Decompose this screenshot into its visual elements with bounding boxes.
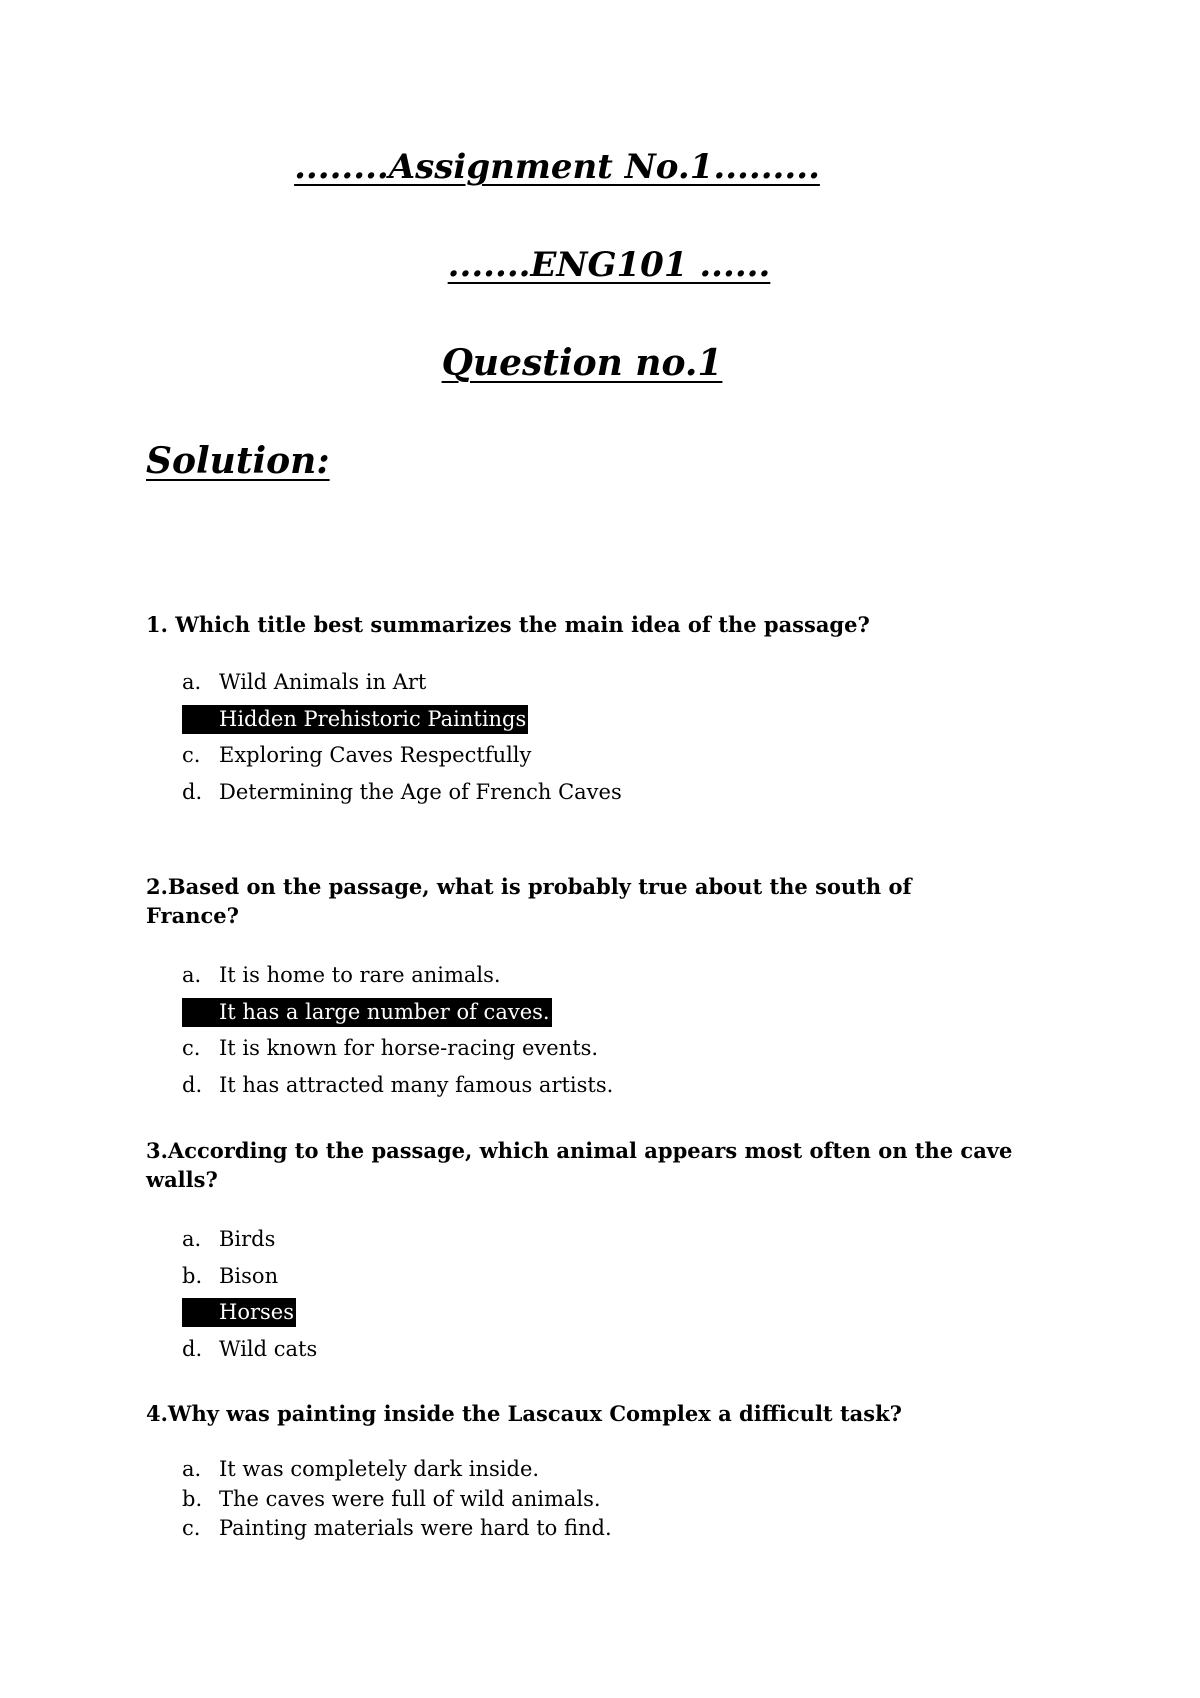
question-1-prompt: 1. Which title best summarizes the main idea of the passage? xyxy=(146,612,870,637)
option-letter: d. xyxy=(182,780,203,805)
option-1a xyxy=(182,664,622,701)
option-2b-highlighted xyxy=(182,994,613,1031)
question-heading: Question no.1 xyxy=(441,342,723,384)
option-text: It was completely dark inside. xyxy=(219,1457,540,1481)
option-3b xyxy=(182,1258,317,1295)
option-1c xyxy=(182,737,622,774)
option-letter: a. xyxy=(182,1457,202,1481)
option-text: It has attracted many famous artists. xyxy=(219,1073,614,1098)
question-1-options xyxy=(182,664,622,811)
option-letter: d. xyxy=(182,1073,203,1098)
option-text: Determining the Age of French Caves xyxy=(219,780,622,805)
option-letter: d. xyxy=(182,1337,203,1362)
option-letter: b. xyxy=(182,1263,203,1288)
option-text: The caves were full of wild animals. xyxy=(219,1486,601,1511)
question-4-options xyxy=(182,1455,612,1544)
course-code: .......ENG101 ...... xyxy=(447,245,771,285)
question-2-options xyxy=(182,957,613,1104)
option-3d xyxy=(182,1331,317,1368)
highlighted-answer: Horses xyxy=(182,1298,296,1327)
option-1d xyxy=(182,774,622,811)
highlighted-answer: It has a large number of caves. xyxy=(182,998,552,1027)
option-letter: c. xyxy=(182,1516,201,1540)
option-letter: b. xyxy=(182,1486,203,1511)
assignment-title: ........Assignment No.1......... xyxy=(294,147,820,187)
option-2a xyxy=(182,957,613,994)
question-3-options xyxy=(182,1221,317,1368)
question-3-prompt: 3.According to the passage, which animal appears most often on the cave walls? xyxy=(146,1138,1013,1192)
option-letter: a. xyxy=(182,963,202,987)
option-text: Bison xyxy=(219,1263,279,1288)
option-letter: c. xyxy=(182,1036,201,1061)
option-3c-highlighted xyxy=(182,1294,317,1331)
option-text: Birds xyxy=(219,1227,276,1251)
option-letter: a. xyxy=(182,670,202,694)
option-2c xyxy=(182,1030,613,1067)
option-4b xyxy=(182,1485,612,1515)
option-text: Wild cats xyxy=(219,1337,318,1362)
option-4a xyxy=(182,1455,612,1485)
option-3a xyxy=(182,1221,317,1258)
option-text: Painting materials were hard to find. xyxy=(219,1516,612,1540)
option-text: It is known for horse-racing events. xyxy=(219,1036,599,1061)
option-text: Exploring Caves Respectfully xyxy=(219,743,532,768)
option-letter: a. xyxy=(182,1227,202,1251)
option-text: Wild Animals in Art xyxy=(219,670,427,694)
option-text: It is home to rare animals. xyxy=(219,963,501,987)
option-1b-highlighted xyxy=(182,701,622,738)
option-2d xyxy=(182,1067,613,1104)
question-4-prompt: 4.Why was painting inside the Lascaux Complex a difficult task? xyxy=(146,1401,902,1426)
solution-heading: Solution: xyxy=(146,440,330,482)
highlighted-answer: Hidden Prehistoric Paintings xyxy=(182,705,528,734)
question-2-prompt: 2.Based on the passage, what is probably true about the south of France? xyxy=(146,874,912,928)
option-letter: c. xyxy=(182,743,201,768)
option-4c xyxy=(182,1514,612,1544)
